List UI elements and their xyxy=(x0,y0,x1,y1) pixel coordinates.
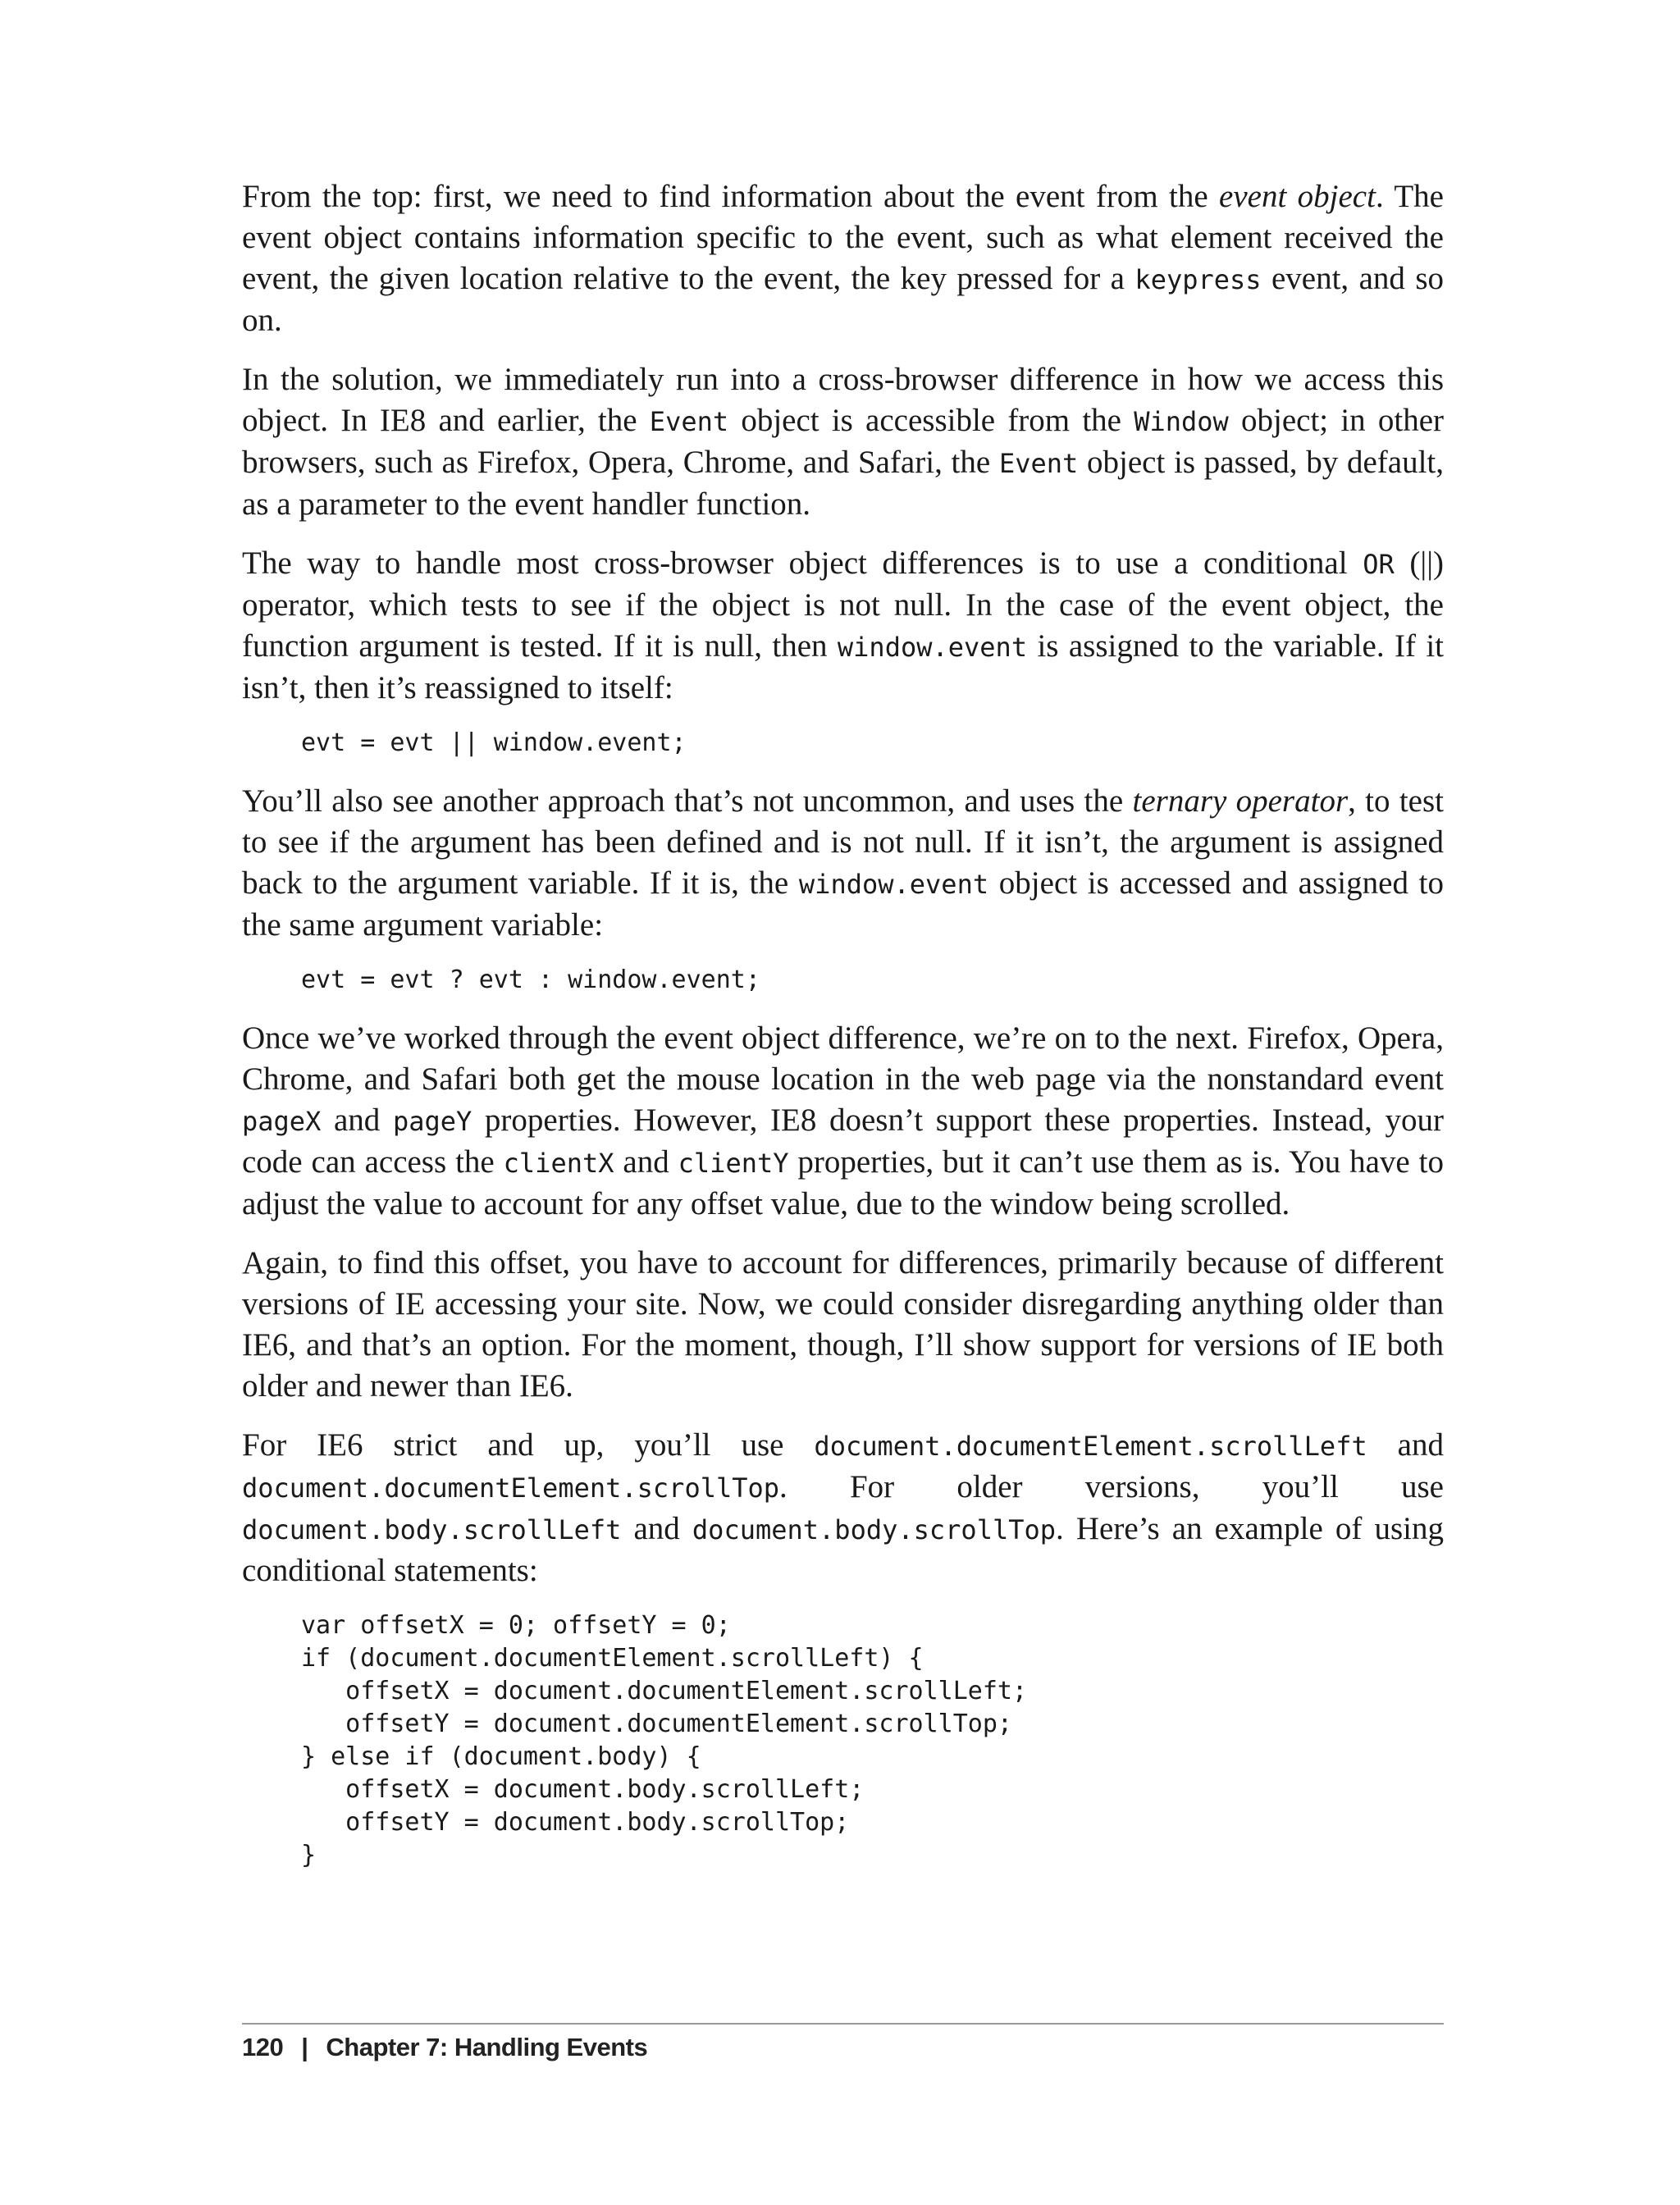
inline-code: document.body.scrollLeft xyxy=(242,1514,622,1545)
text: and xyxy=(321,1102,393,1138)
text: object is passed, by default, as a parameter to the event handler function. xyxy=(242,445,1444,522)
text: object is accessible from the xyxy=(728,403,1134,438)
footer-separator: | xyxy=(301,2033,308,2061)
code-block-offset: var offsetX = 0; offsetY = 0; if (document.documentElement.scrollLeft) { offsetX = document.documentElement.scrollLeft; offsetY = document.documentElement.scrollTop; } else if (document.body) { offsetX = document.body.scrollLeft; offsetY = document.body.scrollTop; } xyxy=(301,1611,1028,1869)
text: Again, to find this offset, you have to account for differences, primarily because of different versions of IE accessing your site. Now, we could consider disregarding anything older than IE6, and that’s an option. For the moment, though, I’ll show support for versions of IE both older and newer than IE6. xyxy=(242,1245,1444,1404)
inline-code: pageX xyxy=(242,1106,322,1137)
paragraph-cross-browser xyxy=(242,359,1444,525)
inline-code: document.documentElement.scrollLeft xyxy=(814,1431,1367,1462)
inline-code: window.event xyxy=(798,869,989,900)
inline-code: Event xyxy=(998,448,1079,479)
text: . For older versions, you’ll use xyxy=(779,1469,1444,1504)
inline-code: clientY xyxy=(678,1148,789,1179)
inline-code: clientX xyxy=(503,1148,614,1179)
text: properties, but it can’t use them as is. You have to adjust the value to account for any offset value, due to the window being scrolled. xyxy=(242,1144,1444,1221)
paragraph-ie6-strict xyxy=(242,1425,1444,1591)
text: From the top: first, we need to find information about the event from the xyxy=(242,179,1220,214)
code-block-ternary: evt = evt ? evt : window.event; xyxy=(301,966,760,994)
paragraph-event-object xyxy=(242,176,1444,341)
paragraph-ternary xyxy=(242,781,1444,946)
text: and xyxy=(1367,1427,1444,1463)
inline-code: document.body.scrollTop xyxy=(692,1514,1057,1545)
inline-code: Event xyxy=(649,406,729,437)
page-footer xyxy=(242,2033,647,2062)
text: object; in other browsers, such as Firefox, Opera, Chrome, and Safari, the xyxy=(242,403,1444,480)
code-block-or: evt = evt || window.event; xyxy=(301,728,687,757)
paragraph-conditional-or xyxy=(242,543,1444,709)
text: In the solution, we immediately run into a cross-browser difference in how we access this object. In IE8 and earlier, the xyxy=(242,362,1444,438)
text: (||) operator, which tests to see if the object is not null. In the case of the event object, the function argument is tested. If it is null, then xyxy=(242,546,1444,664)
text: . The event object contains information specific to the event, such as what element received the event, the given location relative to the event, the key pressed for a xyxy=(242,179,1444,296)
page-body xyxy=(242,176,1444,1893)
paragraph-mouse-location xyxy=(242,1018,1444,1225)
text: object is accessed and assigned to the same argument variable: xyxy=(242,865,1444,943)
inline-code: window.event xyxy=(837,632,1028,663)
text: Once we’ve worked through the event object difference, we’re on to the next. Firefox, Opera, Chrome, and Safari both get the mouse location in the web page via the nonstandard event xyxy=(242,1020,1444,1097)
page-number: 120 xyxy=(242,2033,284,2061)
text: and xyxy=(614,1144,678,1180)
text: and xyxy=(621,1511,692,1546)
inline-code: OR xyxy=(1363,549,1395,580)
text: is assigned to the variable. If it isn’t, then it’s reassigned to itself: xyxy=(242,628,1444,705)
emphasis-event-object: event object xyxy=(1219,179,1376,214)
text: The way to handle most cross-browser object differences is to use a conditional xyxy=(242,546,1363,581)
inline-code: document.documentElement.scrollTop xyxy=(242,1472,780,1504)
chapter-title: Chapter 7: Handling Events xyxy=(326,2033,648,2061)
inline-code: keypress xyxy=(1134,264,1262,295)
inline-code: Window xyxy=(1134,406,1229,437)
text: event, and so on. xyxy=(242,261,1445,338)
footer-rule xyxy=(242,2023,1444,2025)
paragraph-offset xyxy=(242,1243,1444,1407)
inline-code: pageY xyxy=(392,1106,472,1137)
emphasis-ternary-operator: ternary operator xyxy=(1132,783,1349,819)
text: For IE6 strict and up, you’ll use xyxy=(242,1427,815,1463)
text: , to test to see if the argument has been defined and is not null. If it isn’t, the argument is assigned back to the argument variable. If it is, the xyxy=(242,783,1444,901)
text: . Here’s an example of using conditional statements: xyxy=(242,1511,1444,1588)
text: properties. However, IE8 doesn’t support these properties. Instead, your code can access the xyxy=(242,1102,1444,1180)
text: You’ll also see another approach that’s not uncommon, and uses the xyxy=(242,783,1133,819)
